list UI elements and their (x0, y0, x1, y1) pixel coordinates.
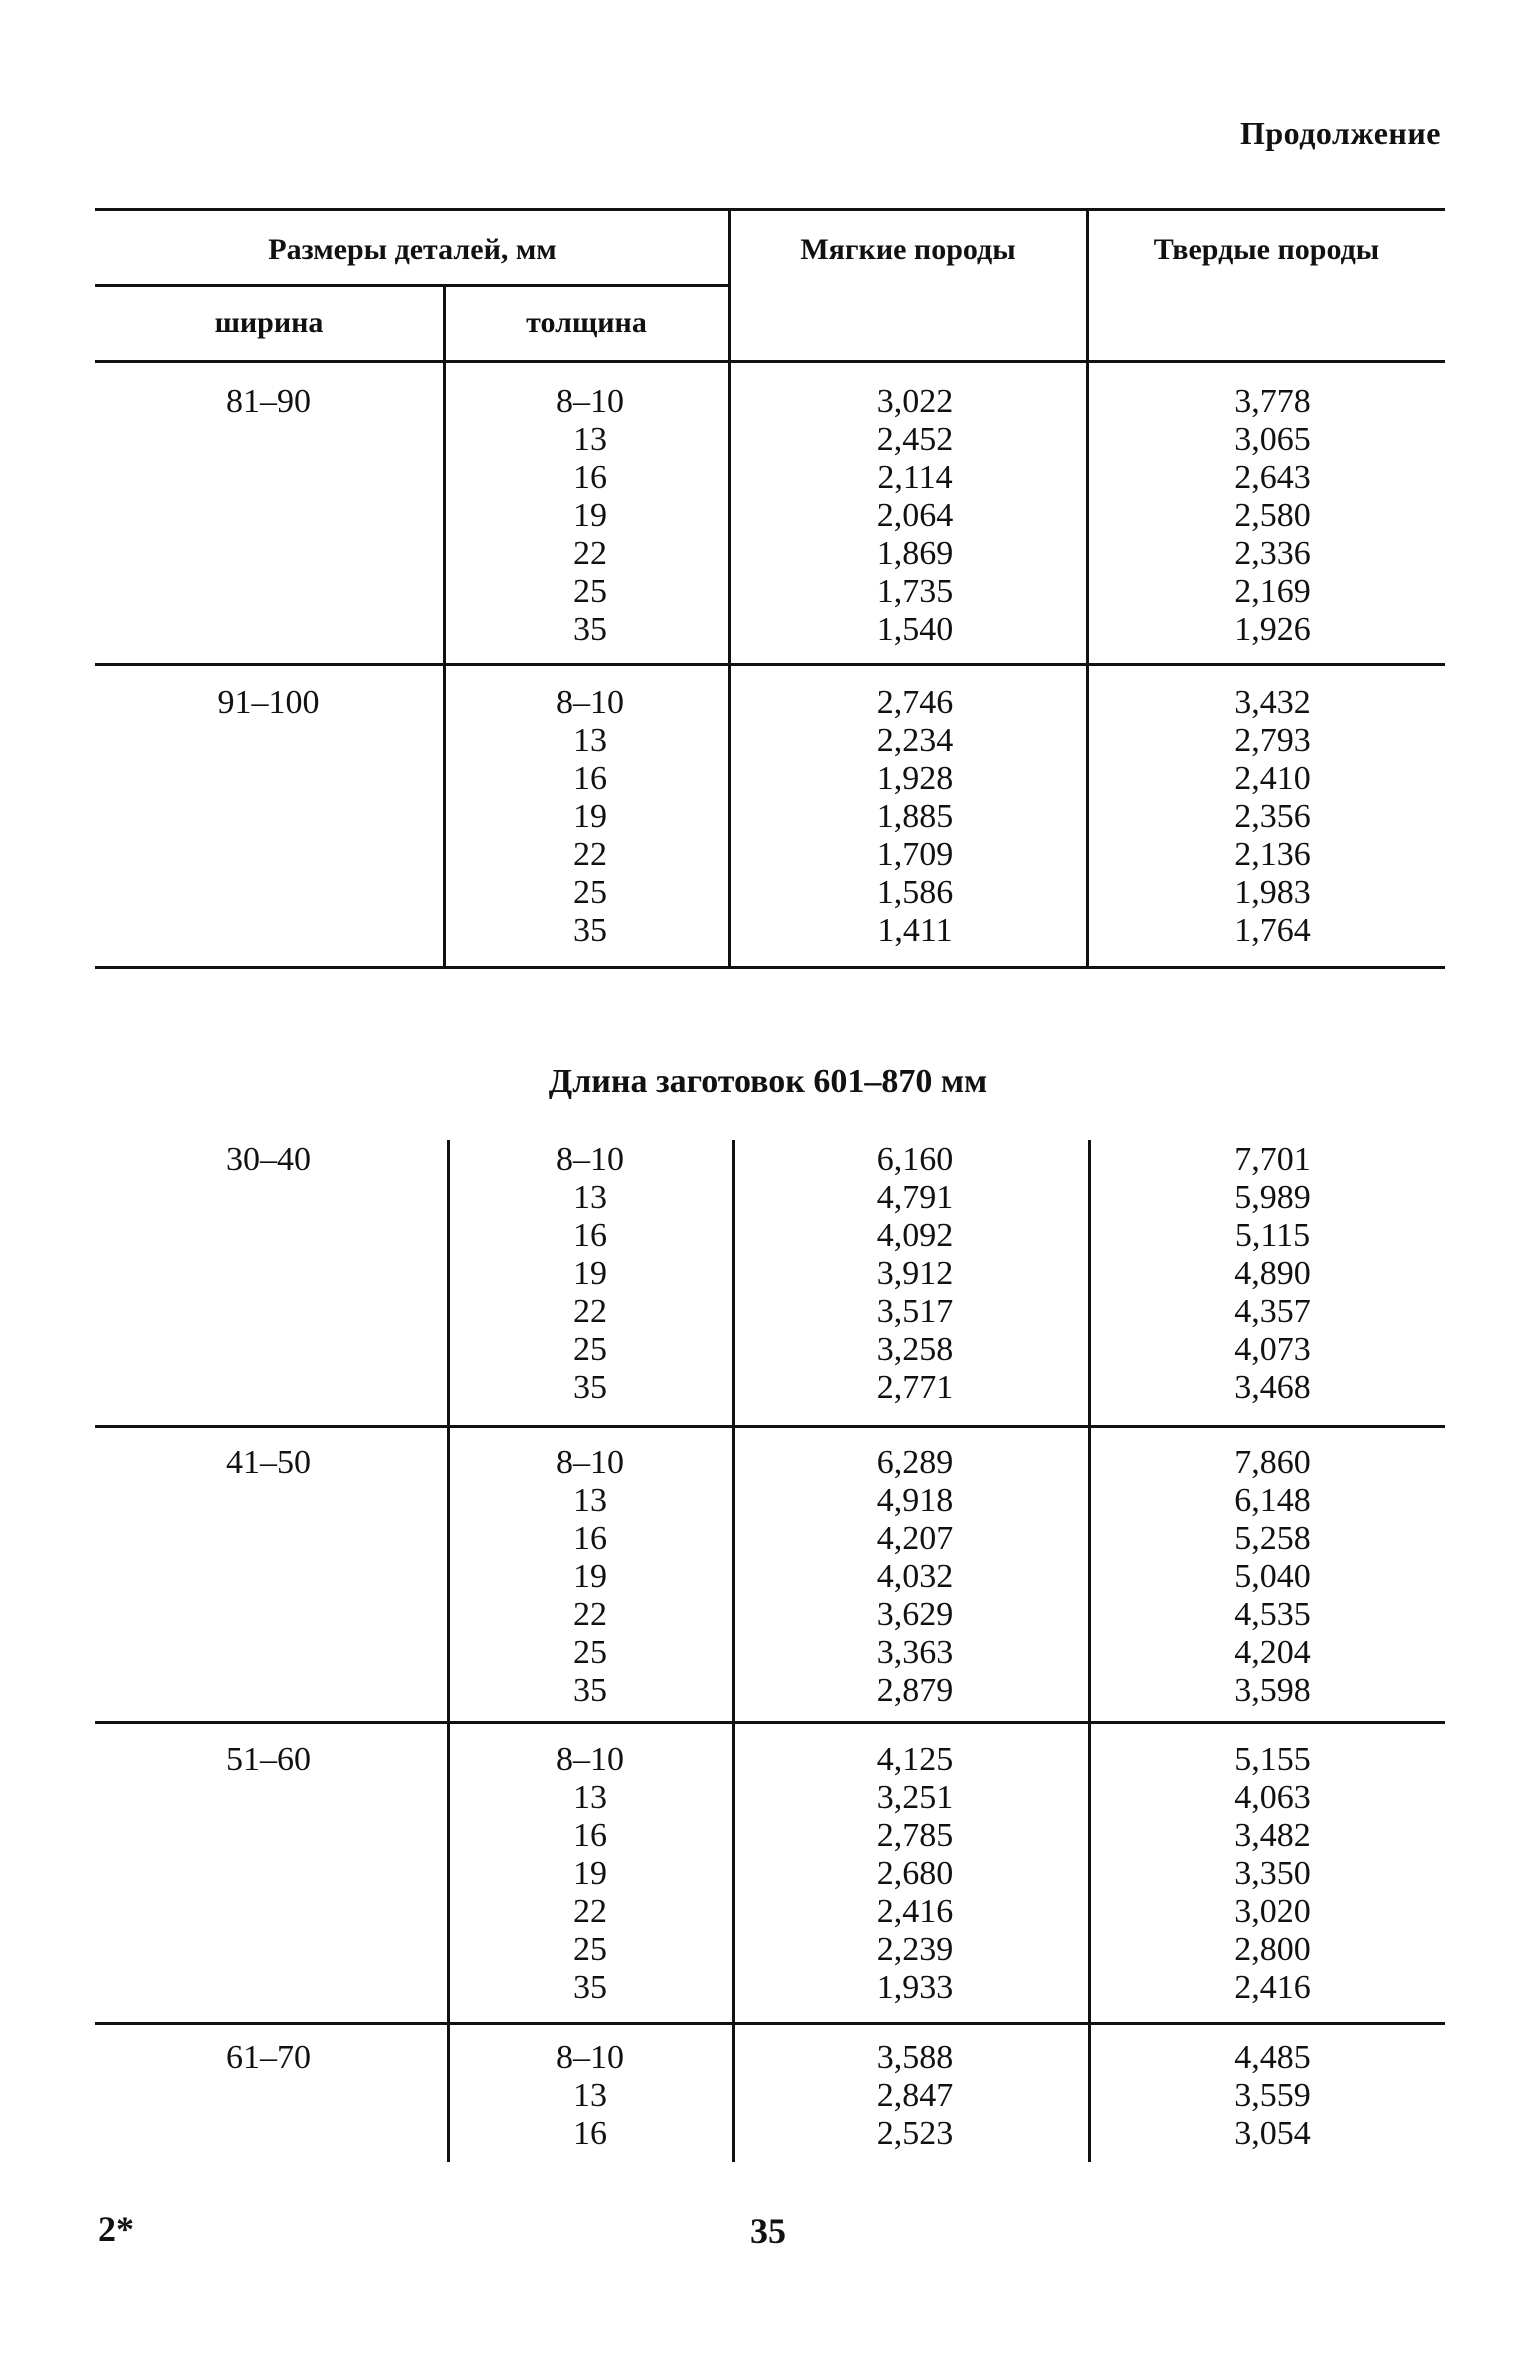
header-thickness: толщина (526, 306, 647, 339)
width-range: 91–100 (217, 684, 320, 721)
soft-value: 1,885 (876, 798, 954, 835)
soft-value: 2,416 (876, 1893, 954, 1930)
thickness-value: 8–10 (556, 383, 624, 420)
thickness-column (445, 1141, 735, 1407)
soft-column (735, 1444, 1095, 1710)
hard-value: 2,169 (1234, 573, 1311, 610)
hard-value: 7,701 (1234, 1141, 1311, 1178)
thickness-value: 35 (573, 912, 607, 949)
thickness-value: 13 (573, 1179, 607, 1216)
hard-value: 2,356 (1234, 798, 1311, 835)
thickness-value: 35 (573, 1369, 607, 1406)
soft-value: 1,933 (876, 1969, 954, 2006)
width-range: 30–40 (226, 1141, 311, 1178)
thickness-value: 22 (573, 1893, 607, 1930)
hard-value: 4,535 (1234, 1596, 1311, 1633)
hard-value: 5,258 (1234, 1520, 1311, 1557)
thickness-value: 19 (573, 1855, 607, 1892)
soft-value: 2,879 (876, 1672, 954, 1709)
hard-value: 2,580 (1234, 497, 1311, 534)
soft-value: 2,064 (876, 497, 954, 534)
soft-column (735, 1141, 1095, 1407)
soft-value: 3,517 (876, 1293, 954, 1330)
thickness-value: 25 (573, 1634, 607, 1671)
group-separator (95, 1425, 1445, 1428)
thickness-value: 19 (573, 1558, 607, 1595)
soft-value: 2,239 (876, 1931, 954, 1968)
thickness-value: 35 (573, 1672, 607, 1709)
hard-value: 5,115 (1234, 1217, 1311, 1254)
soft-value: 2,680 (876, 1855, 954, 1892)
soft-value: 3,912 (876, 1255, 954, 1292)
thickness-value: 13 (573, 1779, 607, 1816)
header-soft: Мягкие породы (800, 233, 1016, 266)
soft-value: 3,251 (876, 1779, 954, 1816)
hard-value: 4,890 (1234, 1255, 1311, 1292)
thickness-value: 13 (573, 421, 607, 458)
thickness-value: 13 (573, 2077, 607, 2114)
thickness-value: 35 (573, 1969, 607, 2006)
thickness-value: 19 (573, 1255, 607, 1292)
hard-value: 2,800 (1234, 1931, 1311, 1968)
thickness-value: 25 (573, 573, 607, 610)
soft-value: 3,022 (876, 383, 954, 420)
header-width: ширина (214, 306, 324, 339)
thickness-value: 35 (573, 611, 607, 648)
soft-value: 4,207 (876, 1520, 954, 1557)
hard-value: 3,020 (1234, 1893, 1311, 1930)
soft-column (735, 684, 1095, 950)
width-range: 51–60 (226, 1741, 311, 1778)
thickness-column (445, 2039, 735, 2153)
thickness-value: 16 (573, 2115, 607, 2152)
hard-value: 5,155 (1234, 1741, 1311, 1778)
soft-value: 1,735 (876, 573, 954, 610)
hard-value: 7,860 (1234, 1444, 1311, 1481)
thickness-value: 25 (573, 874, 607, 911)
hard-value: 5,989 (1234, 1179, 1311, 1216)
thickness-value: 8–10 (556, 1444, 624, 1481)
width-range: 81–90 (226, 383, 311, 420)
hard-value: 2,336 (1234, 535, 1311, 572)
thickness-value: 16 (573, 1520, 607, 1557)
hard-value: 2,136 (1234, 836, 1311, 873)
soft-column (735, 2039, 1095, 2153)
hard-value: 3,559 (1234, 2077, 1311, 2114)
soft-value: 3,258 (876, 1331, 954, 1368)
soft-value: 2,452 (876, 421, 954, 458)
thickness-value: 22 (573, 1293, 607, 1330)
thickness-value: 16 (573, 1817, 607, 1854)
soft-value: 1,586 (876, 874, 954, 911)
hard-value: 1,983 (1234, 874, 1311, 911)
thickness-column (445, 684, 735, 950)
soft-value: 2,785 (876, 1817, 954, 1854)
soft-value: 2,114 (877, 459, 953, 496)
thickness-value: 16 (573, 1217, 607, 1254)
soft-value: 1,540 (876, 611, 954, 648)
header-sizes: Размеры деталей, мм (268, 233, 557, 266)
hard-value: 3,468 (1234, 1369, 1311, 1406)
thickness-value: 13 (573, 722, 607, 759)
hard-value: 1,926 (1234, 611, 1311, 648)
header-sub-rule (95, 284, 730, 287)
soft-value: 3,629 (876, 1596, 954, 1633)
soft-value: 2,847 (876, 2077, 954, 2114)
soft-value: 1,411 (877, 912, 953, 949)
hard-value: 4,204 (1234, 1634, 1311, 1671)
hard-value: 3,598 (1234, 1672, 1311, 1709)
hard-column (1095, 383, 1450, 649)
soft-value: 6,289 (876, 1444, 954, 1481)
hard-value: 2,410 (1234, 760, 1311, 797)
thickness-value: 16 (573, 760, 607, 797)
soft-value: 4,032 (876, 1558, 954, 1595)
header-hard: Твердые породы (1153, 233, 1380, 266)
soft-column (735, 383, 1095, 649)
hard-value: 4,485 (1234, 2039, 1311, 2076)
hard-value: 2,793 (1234, 722, 1311, 759)
thickness-value: 22 (573, 1596, 607, 1633)
thickness-value: 22 (573, 836, 607, 873)
hard-column (1095, 2039, 1450, 2153)
hard-value: 3,482 (1234, 1817, 1311, 1854)
hard-value: 5,040 (1234, 1558, 1311, 1595)
hard-value: 6,148 (1234, 1482, 1311, 1519)
header-bottom-rule (95, 360, 1445, 363)
width-range: 41–50 (226, 1444, 311, 1481)
hard-value: 2,643 (1234, 459, 1311, 496)
table-bottom-rule (95, 966, 1445, 969)
soft-column (735, 1741, 1095, 2007)
hard-column (1095, 1444, 1450, 1710)
hard-value: 2,416 (1234, 1969, 1311, 2006)
thickness-value: 25 (573, 1931, 607, 1968)
thickness-value: 19 (573, 798, 607, 835)
thickness-column (445, 1741, 735, 2007)
soft-value: 2,234 (876, 722, 954, 759)
hard-value: 4,357 (1234, 1293, 1311, 1330)
thickness-value: 8–10 (556, 1141, 624, 1178)
hard-value: 3,432 (1234, 684, 1311, 721)
soft-value: 2,523 (876, 2115, 954, 2152)
soft-value: 6,160 (876, 1141, 954, 1178)
soft-value: 3,588 (876, 2039, 954, 2076)
group-separator (95, 663, 1445, 666)
thickness-value: 25 (573, 1331, 607, 1368)
thickness-value: 22 (573, 535, 607, 572)
soft-value: 1,928 (876, 760, 954, 797)
thickness-value: 13 (573, 1482, 607, 1519)
thickness-column (445, 1444, 735, 1710)
thickness-value: 19 (573, 497, 607, 534)
group-separator (95, 2022, 1445, 2025)
hard-column (1095, 1141, 1450, 1407)
soft-value: 1,709 (876, 836, 954, 873)
soft-value: 2,771 (876, 1369, 954, 1406)
hard-value: 1,764 (1234, 912, 1311, 949)
hard-value: 4,063 (1234, 1779, 1311, 1816)
thickness-value: 8–10 (556, 684, 624, 721)
table-top-rule (95, 208, 1445, 211)
hard-value: 3,350 (1234, 1855, 1311, 1892)
soft-value: 3,363 (876, 1634, 954, 1671)
hard-value: 4,073 (1234, 1331, 1311, 1368)
soft-value: 4,125 (876, 1741, 954, 1778)
thickness-value: 8–10 (556, 1741, 624, 1778)
soft-value: 4,791 (876, 1179, 954, 1216)
hard-column (1095, 1741, 1450, 2007)
soft-value: 4,092 (876, 1217, 954, 1254)
soft-value: 4,918 (876, 1482, 954, 1519)
thickness-value: 16 (573, 459, 607, 496)
continuation-label: Продолжение (1239, 115, 1441, 151)
thickness-column (445, 383, 735, 649)
page-number: 35 (750, 2211, 786, 2251)
thickness-value: 8–10 (556, 2039, 624, 2076)
section-title: Длина заготовок 601–870 мм (548, 1063, 988, 1100)
soft-value: 1,869 (876, 535, 954, 572)
hard-column (1095, 684, 1450, 950)
soft-value: 2,746 (876, 684, 954, 721)
hard-value: 3,065 (1234, 421, 1311, 458)
signature-mark: 2* (98, 2209, 134, 2249)
hard-value: 3,778 (1234, 383, 1311, 420)
width-range: 61–70 (226, 2039, 311, 2076)
group-separator (95, 1721, 1445, 1724)
hard-value: 3,054 (1234, 2115, 1311, 2152)
